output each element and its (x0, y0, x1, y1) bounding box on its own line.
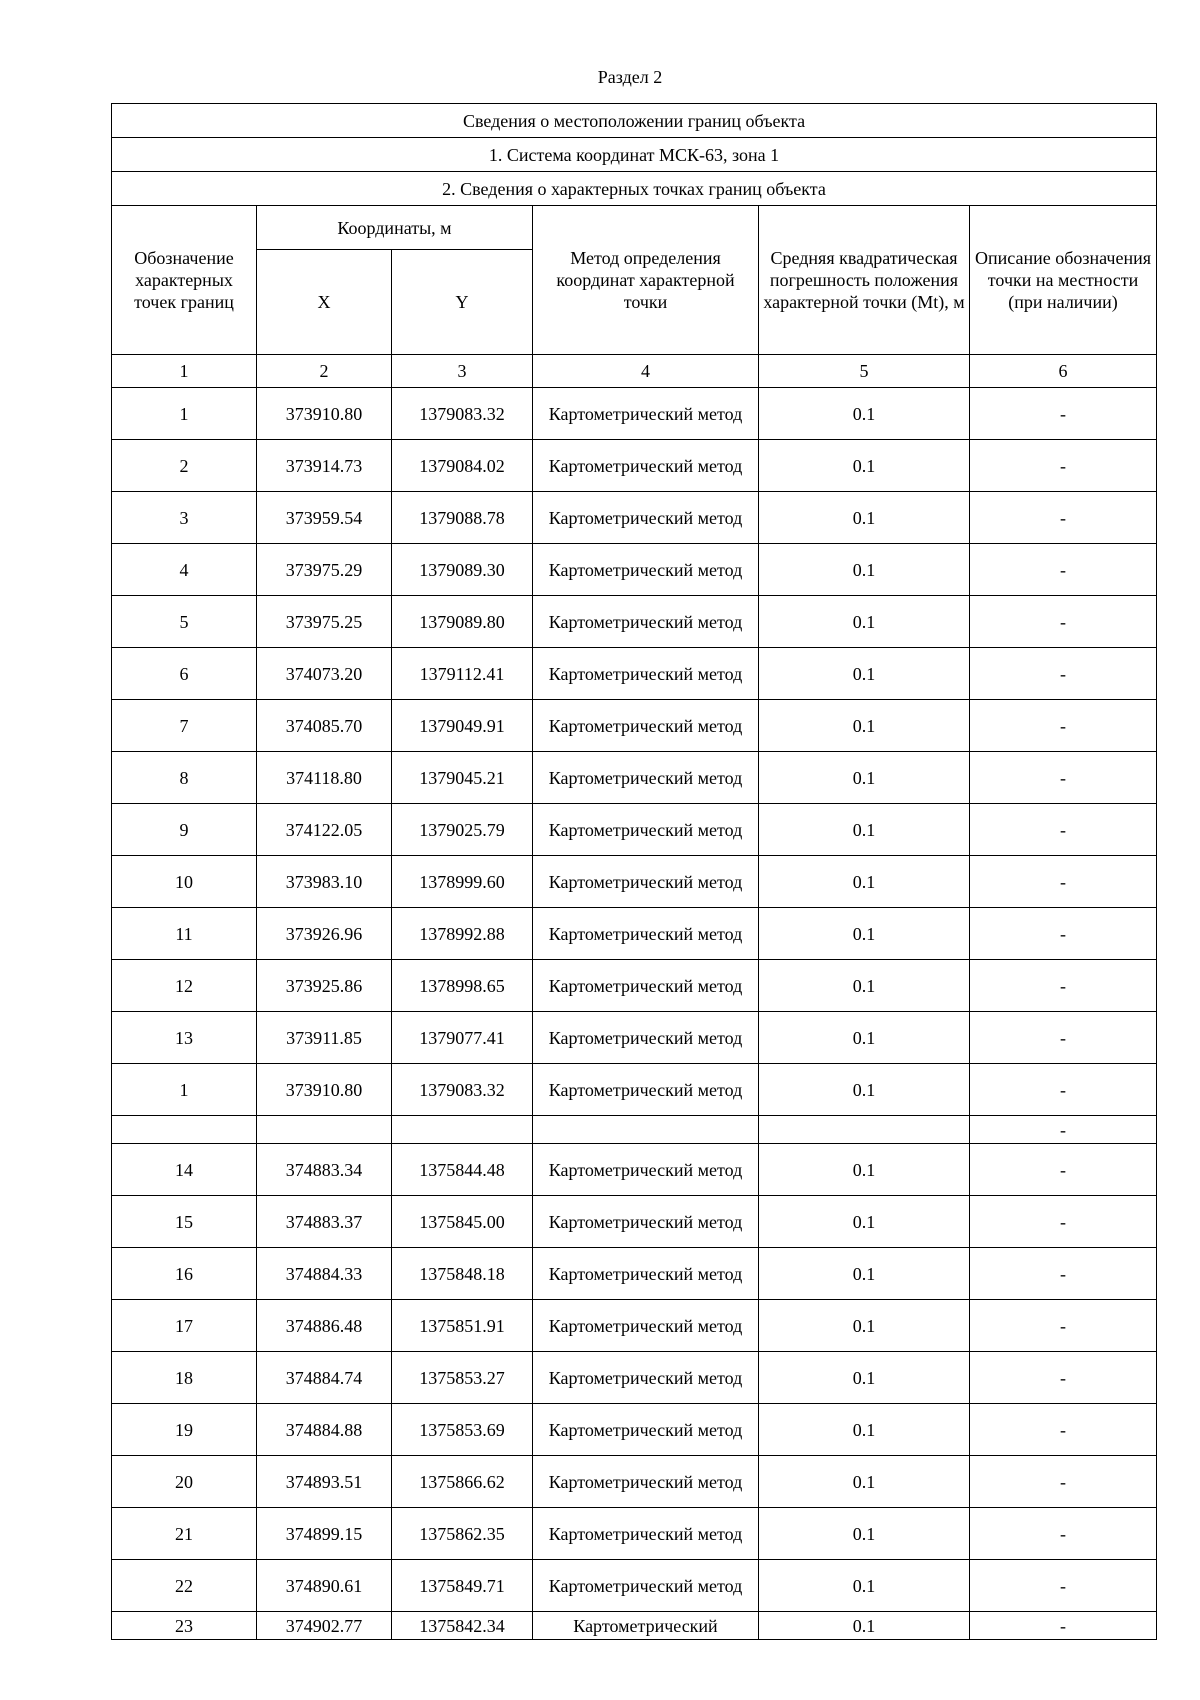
x-coordinate-cell: 374883.34 (257, 1144, 392, 1196)
method-text: Картометрический метод (548, 403, 743, 424)
table-row (112, 752, 1157, 804)
y-coordinate-cell: 1379077.41 (392, 1012, 533, 1064)
point-id-cell: 2 (112, 440, 257, 492)
method-cell (533, 752, 759, 804)
table-row (112, 1352, 1157, 1404)
method-text: Картометрический метод (548, 715, 743, 736)
section-title: Раздел 2 (597, 67, 663, 87)
method-cell (533, 1248, 759, 1300)
method-cell (533, 804, 759, 856)
description-cell: - (970, 908, 1157, 960)
method-text: Картометрический метод (548, 1027, 743, 1048)
point-id-cell: 7 (112, 700, 257, 752)
column-number: 3 (392, 355, 533, 388)
header-method: Метод определения координат характерной точки (533, 206, 759, 355)
description-cell: - (970, 1064, 1157, 1116)
method-cell (533, 1012, 759, 1064)
header-accuracy: Средняя квадратическая погрешность положения характерной точки (Mt), м (759, 206, 970, 355)
accuracy-cell: 0.1 (759, 856, 970, 908)
y-coordinate-cell: 1379088.78 (392, 492, 533, 544)
y-coordinate-cell: 1379083.32 (392, 1064, 533, 1116)
description-cell: - (970, 1248, 1157, 1300)
method-text: Картометрический метод (548, 975, 743, 996)
x-coordinate-cell: 373959.54 (257, 492, 392, 544)
description-cell: - (970, 648, 1157, 700)
table-row (112, 908, 1157, 960)
table-row (112, 1196, 1157, 1248)
method-text: Картометрический метод (548, 1315, 743, 1336)
header-designation: Обозначение характерных точек границ (112, 206, 257, 355)
method-cell (533, 1612, 759, 1640)
y-coordinate-cell: 1375866.62 (392, 1456, 533, 1508)
method-text: Картометрический метод (548, 1575, 743, 1596)
point-id-cell: 14 (112, 1144, 257, 1196)
method-text: Картометрический метод (548, 611, 743, 632)
column-number: 1 (112, 355, 257, 388)
method-cell (533, 856, 759, 908)
y-coordinate-cell: 1379084.02 (392, 440, 533, 492)
x-coordinate-cell: 373975.29 (257, 544, 392, 596)
method-text: Картометрический метод (548, 507, 743, 528)
x-coordinate-cell: 374883.37 (257, 1196, 392, 1248)
point-id-cell: 12 (112, 960, 257, 1012)
accuracy-cell: 0.1 (759, 544, 970, 596)
method-cell (533, 492, 759, 544)
table-row (112, 1456, 1157, 1508)
header-description: Описание обозначения точки на местности (при наличии) (970, 206, 1157, 355)
point-id-cell: 10 (112, 856, 257, 908)
accuracy-cell: 0.1 (759, 648, 970, 700)
y-coordinate-cell: 1379025.79 (392, 804, 533, 856)
x-coordinate-cell: 373975.25 (257, 596, 392, 648)
method-cell (533, 1352, 759, 1404)
method-text: Картометрический метод (548, 1367, 743, 1388)
description-cell: - (970, 960, 1157, 1012)
accuracy-cell: 0.1 (759, 1248, 970, 1300)
x-coordinate-cell: 373910.80 (257, 388, 392, 440)
header-y: Y (392, 250, 533, 355)
table-row (112, 1012, 1157, 1064)
table-row (112, 596, 1157, 648)
header-x: X (257, 250, 392, 355)
column-number-row (112, 355, 1157, 388)
point-id-cell: 18 (112, 1352, 257, 1404)
x-coordinate-cell: 373910.80 (257, 1064, 392, 1116)
point-id-cell: 13 (112, 1012, 257, 1064)
description-cell: - (970, 596, 1157, 648)
method-text: Картометрический метод (548, 1419, 743, 1440)
description-cell: - (970, 1196, 1157, 1248)
method-cell (533, 1404, 759, 1456)
x-coordinate-cell: 374886.48 (257, 1300, 392, 1352)
method-text: Картометрический метод (548, 923, 743, 944)
point-id-cell: 15 (112, 1196, 257, 1248)
method-cell (533, 388, 759, 440)
empty-cell (533, 1116, 759, 1144)
header-coordinates: Координаты, м (257, 206, 533, 250)
table-row (112, 1404, 1157, 1456)
table-row (112, 1144, 1157, 1196)
x-coordinate-cell: 374890.61 (257, 1560, 392, 1612)
x-coordinate-cell: 374902.77 (257, 1612, 392, 1640)
banner-row (112, 104, 1157, 138)
point-id-cell: 17 (112, 1300, 257, 1352)
column-number: 6 (970, 355, 1157, 388)
method-text: Картометрический метод (548, 1263, 743, 1284)
accuracy-cell: 0.1 (759, 700, 970, 752)
table-row (112, 1064, 1157, 1116)
accuracy-cell: 0.1 (759, 1508, 970, 1560)
separator-row (112, 1116, 1157, 1144)
table-row (112, 1612, 1157, 1640)
accuracy-cell: 0.1 (759, 1196, 970, 1248)
banner-row (112, 138, 1157, 172)
description-cell: - (970, 1144, 1157, 1196)
x-coordinate-cell: 373914.73 (257, 440, 392, 492)
description-cell: - (970, 440, 1157, 492)
x-coordinate-cell: 374073.20 (257, 648, 392, 700)
y-coordinate-cell: 1375849.71 (392, 1560, 533, 1612)
empty-cell (257, 1116, 392, 1144)
table-row (112, 492, 1157, 544)
x-coordinate-cell: 373911.85 (257, 1012, 392, 1064)
y-coordinate-cell: 1375845.00 (392, 1196, 533, 1248)
method-text: Картометрический метод (548, 1211, 743, 1232)
point-id-cell: 22 (112, 1560, 257, 1612)
x-coordinate-cell: 373983.10 (257, 856, 392, 908)
table-row (112, 804, 1157, 856)
method-cell (533, 700, 759, 752)
method-text: Картометрический метод (548, 1079, 743, 1100)
banner-coordinate-system: 1. Система координат МСК-63, зона 1 (112, 138, 1157, 172)
method-cell (533, 908, 759, 960)
description-cell: - (970, 388, 1157, 440)
banner-location-info: Сведения о местоположении границ объекта (112, 104, 1157, 138)
point-id-cell: 19 (112, 1404, 257, 1456)
point-id-cell: 16 (112, 1248, 257, 1300)
method-text: Картометрический метод (548, 767, 743, 788)
point-id-cell: 9 (112, 804, 257, 856)
method-cell (533, 1064, 759, 1116)
x-coordinate-cell: 374884.88 (257, 1404, 392, 1456)
x-coordinate-cell: 373925.86 (257, 960, 392, 1012)
accuracy-cell: 0.1 (759, 1560, 970, 1612)
x-coordinate-cell: 374085.70 (257, 700, 392, 752)
method-cell (533, 596, 759, 648)
point-id-cell: 21 (112, 1508, 257, 1560)
description-cell: - (970, 700, 1157, 752)
method-text: Картометрический метод (548, 663, 743, 684)
method-text: Картометрический метод (548, 1159, 743, 1180)
banner-row (112, 172, 1157, 206)
description-cell: - (970, 804, 1157, 856)
method-text: Картометрический метод (548, 871, 743, 892)
method-cell (533, 1144, 759, 1196)
point-id-cell: 11 (112, 908, 257, 960)
method-text: Картометрический метод (548, 819, 743, 840)
x-coordinate-cell: 374122.05 (257, 804, 392, 856)
method-text: Картометрический (573, 1615, 718, 1636)
y-coordinate-cell: 1375851.91 (392, 1300, 533, 1352)
y-coordinate-cell: 1379049.91 (392, 700, 533, 752)
boundary-points-table (111, 103, 1157, 1640)
method-text: Картометрический метод (548, 1471, 743, 1492)
accuracy-cell: 0.1 (759, 1352, 970, 1404)
x-coordinate-cell: 374899.15 (257, 1508, 392, 1560)
table-row (112, 1508, 1157, 1560)
description-cell: - (970, 544, 1157, 596)
description-cell: - (970, 752, 1157, 804)
accuracy-cell: 0.1 (759, 1456, 970, 1508)
column-number: 2 (257, 355, 392, 388)
description-cell: - (970, 856, 1157, 908)
method-cell (533, 544, 759, 596)
point-id-cell: 5 (112, 596, 257, 648)
accuracy-cell: 0.1 (759, 960, 970, 1012)
method-text: Картометрический метод (548, 455, 743, 476)
x-coordinate-cell: 374884.74 (257, 1352, 392, 1404)
accuracy-cell: 0.1 (759, 1144, 970, 1196)
method-text: Картометрический метод (548, 1523, 743, 1544)
method-cell (533, 1300, 759, 1352)
y-coordinate-cell: 1375848.18 (392, 1248, 533, 1300)
method-cell (533, 440, 759, 492)
description-cell: - (970, 1508, 1157, 1560)
y-coordinate-cell: 1378999.60 (392, 856, 533, 908)
description-cell: - (970, 1116, 1157, 1144)
description-cell: - (970, 1012, 1157, 1064)
y-coordinate-cell: 1375853.69 (392, 1404, 533, 1456)
method-text: Картометрический метод (548, 559, 743, 580)
method-cell (533, 1456, 759, 1508)
accuracy-cell: 0.1 (759, 752, 970, 804)
accuracy-cell: 0.1 (759, 1300, 970, 1352)
point-id-cell: 6 (112, 648, 257, 700)
table-row (112, 440, 1157, 492)
method-cell (533, 1508, 759, 1560)
accuracy-cell: 0.1 (759, 492, 970, 544)
description-cell: - (970, 1404, 1157, 1456)
y-coordinate-cell: 1375862.35 (392, 1508, 533, 1560)
table-row (112, 388, 1157, 440)
accuracy-cell: 0.1 (759, 1612, 970, 1640)
x-coordinate-cell: 374118.80 (257, 752, 392, 804)
point-id-cell: 20 (112, 1456, 257, 1508)
column-number: 4 (533, 355, 759, 388)
y-coordinate-cell: 1379083.32 (392, 388, 533, 440)
table-row (112, 1248, 1157, 1300)
x-coordinate-cell: 373926.96 (257, 908, 392, 960)
description-cell: - (970, 492, 1157, 544)
point-id-cell: 1 (112, 1064, 257, 1116)
table-row (112, 1560, 1157, 1612)
column-number: 5 (759, 355, 970, 388)
empty-cell (759, 1116, 970, 1144)
empty-cell (112, 1116, 257, 1144)
description-cell: - (970, 1560, 1157, 1612)
table-row (112, 960, 1157, 1012)
point-id-cell: 3 (112, 492, 257, 544)
table-row (112, 544, 1157, 596)
method-cell (533, 960, 759, 1012)
y-coordinate-cell: 1378998.65 (392, 960, 533, 1012)
accuracy-cell: 0.1 (759, 1064, 970, 1116)
point-id-cell: 23 (112, 1612, 257, 1640)
accuracy-cell: 0.1 (759, 1012, 970, 1064)
point-id-cell: 8 (112, 752, 257, 804)
y-coordinate-cell: 1379045.21 (392, 752, 533, 804)
description-cell: - (970, 1352, 1157, 1404)
table-row (112, 648, 1157, 700)
accuracy-cell: 0.1 (759, 908, 970, 960)
y-coordinate-cell: 1379089.80 (392, 596, 533, 648)
point-id-cell: 1 (112, 388, 257, 440)
accuracy-cell: 0.1 (759, 1404, 970, 1456)
table-body (112, 104, 1157, 1640)
description-cell: - (970, 1456, 1157, 1508)
banner-points-info: 2. Сведения о характерных точках границ объекта (112, 172, 1157, 206)
method-cell (533, 1196, 759, 1248)
y-coordinate-cell: 1375844.48 (392, 1144, 533, 1196)
y-coordinate-cell: 1375842.34 (392, 1612, 533, 1640)
x-coordinate-cell: 374884.33 (257, 1248, 392, 1300)
table-row (112, 856, 1157, 908)
y-coordinate-cell: 1375853.27 (392, 1352, 533, 1404)
description-cell: - (970, 1300, 1157, 1352)
table-row (112, 1300, 1157, 1352)
accuracy-cell: 0.1 (759, 388, 970, 440)
accuracy-cell: 0.1 (759, 596, 970, 648)
header-row (112, 206, 1157, 250)
empty-cell (392, 1116, 533, 1144)
accuracy-cell: 0.1 (759, 804, 970, 856)
x-coordinate-cell: 374893.51 (257, 1456, 392, 1508)
description-cell: - (970, 1612, 1157, 1640)
method-cell (533, 648, 759, 700)
method-cell (533, 1560, 759, 1612)
y-coordinate-cell: 1378992.88 (392, 908, 533, 960)
point-id-cell: 4 (112, 544, 257, 596)
y-coordinate-cell: 1379089.30 (392, 544, 533, 596)
table-row (112, 700, 1157, 752)
y-coordinate-cell: 1379112.41 (392, 648, 533, 700)
accuracy-cell: 0.1 (759, 440, 970, 492)
